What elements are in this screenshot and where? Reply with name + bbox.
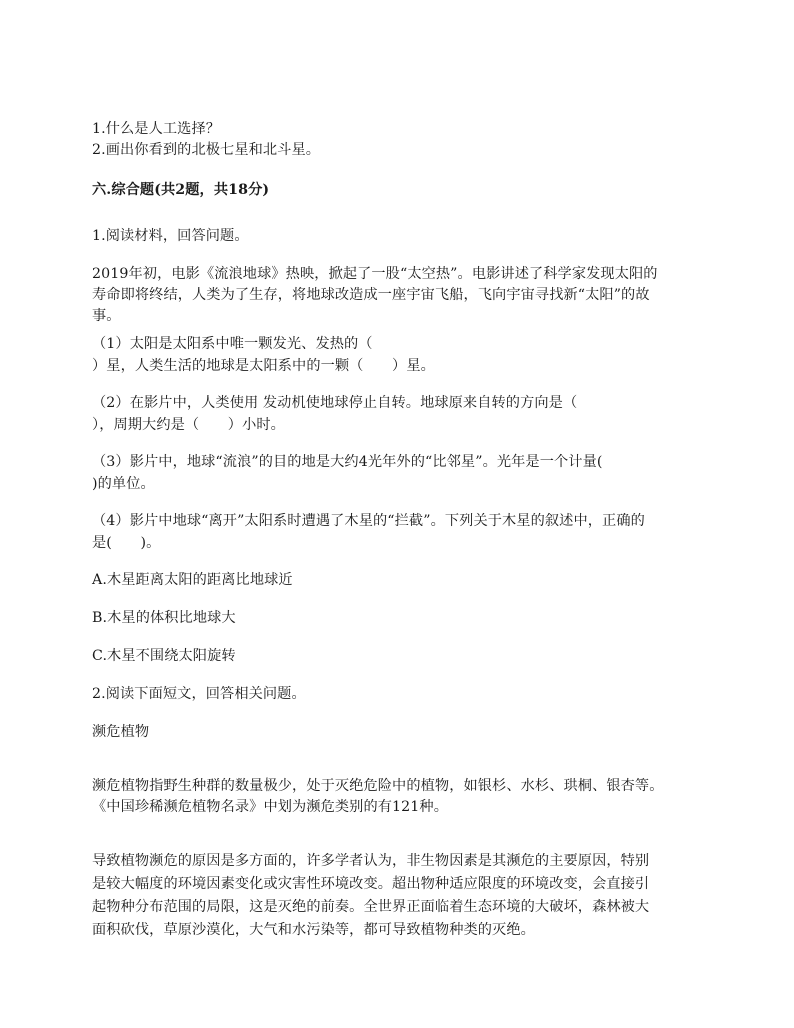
article-paragraph-2-line-4: 面积砍伐，草原沙漠化，大气和水污染等，都可导致植物种类的灭绝。 — [92, 922, 535, 938]
subquestion-1-line-2: ）星，人类生活的地球是太阳系中的一颗（ ）星。 — [92, 358, 435, 374]
material-text-line-2: 寿命即将终结，人类为了生存，将地球改造成一座宇宙飞船，飞向宇宙寻找新“太阳”的故 — [92, 287, 650, 303]
subquestion-1-line-1: （1）太阳是太阳系中唯一颗发光、发热的（ — [92, 336, 373, 352]
subquestion-2-line-1: （2）在影片中，人类使用 发动机使地球停止自转。地球原来自转的方向是（ — [92, 395, 578, 411]
article-paragraph-2-line-3: 起物种分布范围的局限，这是灭绝的前奏。全世界正面临着生态环境的大破坏，森林被大 — [92, 899, 650, 915]
subquestion-3-line-2: )的单位。 — [92, 476, 155, 492]
subquestion-3-line-1: （3）影片中，地球“流浪”的目的地是大约4光年外的“比邻星”。光年是一个计量( — [92, 454, 603, 470]
question-draw-stars: 2.画出你看到的北极七星和北斗星。 — [92, 142, 321, 158]
question-1-title: 1.阅读材料，回答问题。 — [92, 228, 249, 244]
subquestion-2-line-2: ），周期大约是（ ）小时。 — [92, 417, 285, 433]
option-c: C.木星不围绕太阳旋转 — [92, 648, 236, 664]
option-b: B.木星的体积比地球大 — [92, 610, 236, 626]
subquestion-4-line-1: （4）影片中地球“离开”太阳系时遭遇了木星的“拦截”。下列关于木星的叙述中，正确的 — [92, 513, 645, 529]
article-paragraph-2-line-1: 导致植物濒危的原因是多方面的，许多学者认为，非生物因素是其濒危的主要原因，特别 — [92, 853, 650, 869]
article-paragraph-1-line-1: 濒危植物指野生种群的数量极少，处于灭绝危险中的植物，如银杉、水杉、珙桐、银杏等。 — [92, 778, 664, 794]
subquestion-4-line-2: 是( )。 — [92, 535, 161, 551]
article-title: 濒危植物 — [92, 724, 150, 740]
material-text-line-1: 2019年初，电影《流浪地球》热映，掀起了一股“太空热”。电影讲述了科学家发现太阳的 — [92, 266, 658, 282]
question-artificial-selection: 1.什么是人工选择？ — [92, 121, 221, 137]
option-a: A.木星距离太阳的距离比地球近 — [92, 572, 293, 588]
question-2-title: 2.阅读下面短文，回答相关问题。 — [92, 686, 306, 702]
material-text-line-3: 事。 — [92, 308, 121, 324]
article-paragraph-2-line-2: 是较大幅度的环境因素变化或灾害性环境改变。超出物种适应限度的环境改变，会直接引 — [92, 876, 650, 892]
section-heading: 六.综合题(共2题，共18分) — [92, 182, 270, 198]
article-paragraph-1-line-2: 《中国珍稀濒危植物名录》中划为濒危类别的有121种。 — [92, 799, 448, 815]
